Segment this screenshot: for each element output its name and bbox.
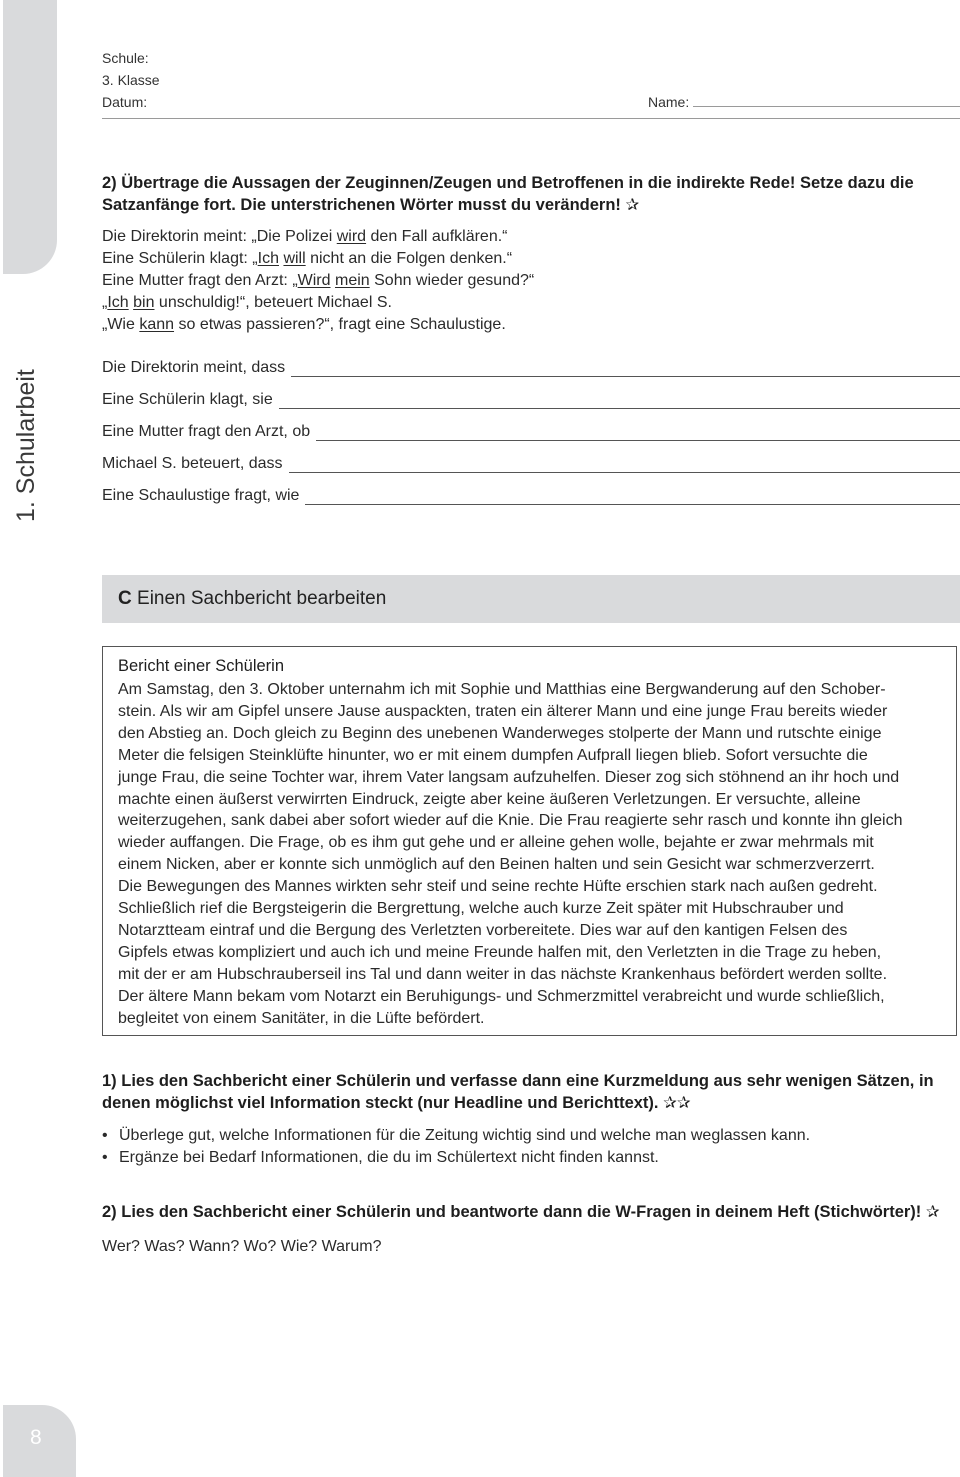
answer-prompt: Die Direktorin meint, dass xyxy=(102,359,286,376)
answer-row xyxy=(102,421,960,441)
answer-prompt: Michael S. beteuert, dass xyxy=(102,455,283,472)
task-c1-heading xyxy=(102,1070,960,1114)
name-label: Name: xyxy=(648,94,690,110)
section-c-letter: C xyxy=(118,588,132,609)
task-b2-heading-line1: 2) Übertrage die Aussagen der Zeuginnen/Zeugen und Betroffenen in die indirekte Rede! Setze dazu die xyxy=(102,174,914,192)
quote-item: Eine Mutter fragt den Arzt: „Wird mein Sohn wieder gesund?“ xyxy=(102,272,535,289)
report-line: Gipfels etwas kompliziert und auch ich und meine Freunde halfen mit, den Verletzten in die Trage zu heben, xyxy=(118,943,882,961)
task-c1-heading-line2-wrap xyxy=(102,1092,960,1114)
answer-line[interactable] xyxy=(305,490,960,505)
quote-item: Eine Schülerin klagt: „Ich will nicht an die Folgen denken.“ xyxy=(102,250,513,267)
report-line: Meter die felsigen Steinklüfte hinunter, wo er mit einem dumpfen Aufprall liegen blieb. Sofort versuchte die xyxy=(118,746,868,764)
header-divider xyxy=(102,118,960,119)
report-line: mit der er am Hubschrauberseil ins Tal und dann weiter in das nächste Krankenhaus befördert werden sollte. xyxy=(118,965,888,983)
report-line: den Abstieg an. Doch gleich zu Beginn des unebenen Wanderweges stolperte der Mann und rutschte einige xyxy=(118,724,882,742)
page-number: 8 xyxy=(30,1426,42,1449)
section-c-title xyxy=(118,588,386,610)
report-line: Der ältere Mann bekam vom Notarzt ein Beruhigungs- und Schmerzmittel verabreicht und wurde schließlich, xyxy=(118,987,885,1005)
difficulty-stars-icon: ✰✰ xyxy=(663,1094,691,1112)
answer-line[interactable] xyxy=(316,426,960,441)
quote-item: „Wie kann so etwas passieren?“, fragt eine Schaulustige. xyxy=(102,316,506,333)
answer-prompt: Eine Schülerin klagt, sie xyxy=(102,391,273,408)
difficulty-star-icon: ✰ xyxy=(625,196,640,214)
answer-line[interactable] xyxy=(289,458,960,473)
report-line: stein. Als wir am Gipfel unsere Jause auspackten, traten ein älterer Mann und eine junge Frau bereits wieder xyxy=(118,702,888,720)
report-line: begleitet von einem Sanitäter, in die Lüfte befördert. xyxy=(118,1009,485,1027)
report-line: Schließlich rief die Bergsteigerin die Bergrettung, welche auch kurze Zeit später mit Hubschrauber und xyxy=(118,900,844,918)
report-line: machte einen äußerst verwirrten Eindruck, zeigte aber keine äußeren Verletzungen. Er versuchte, alleine xyxy=(118,790,861,808)
school-label: Schule: xyxy=(102,50,149,66)
task-b2-heading-line2-wrap xyxy=(102,194,960,216)
task-c1-heading-line1: 1) Lies den Sachbericht einer Schülerin und verfasse dann eine Kurzmeldung aus sehr wenigen Sätzen, in xyxy=(102,1072,934,1090)
class-label: 3. Klasse xyxy=(102,72,160,88)
side-tab-decoration xyxy=(3,0,57,274)
w-questions: Wer? Was? Wann? Wo? Wie? Warum? xyxy=(102,1238,382,1255)
date-label: Datum: xyxy=(102,94,148,110)
difficulty-star-icon: ✰ xyxy=(925,1203,940,1221)
section-c-title-text: Einen Sachbericht bearbeiten xyxy=(137,588,387,609)
quote-item: Die Direktorin meint: „Die Polizei wird den Fall aufklären.“ xyxy=(102,228,508,245)
answer-line[interactable] xyxy=(279,394,960,409)
bullet-item: • Überlege gut, welche Informationen für die Zeitung wichtig sind und welche man weglassen kann. xyxy=(102,1125,810,1147)
task-c1-bullets xyxy=(102,1125,810,1169)
answer-prompt: Eine Schaulustige fragt, wie xyxy=(102,487,300,504)
report-title: Bericht einer Schülerin xyxy=(118,657,284,675)
quote-list xyxy=(102,226,960,336)
report-line: Die Bewegungen des Mannes wirkten sehr steif und seine rechte Hüfte erschien stark nach außen gedreht. xyxy=(118,878,878,896)
answer-row xyxy=(102,453,960,473)
answer-row xyxy=(102,389,960,409)
quote-item: „Ich bin unschuldig!“, beteuert Michael S. xyxy=(102,294,392,311)
report-line: junge Frau, die seine Tochter war, ihrem Vater langsam aufzuhelfen. Dieser zog sich stöhnend an ihr hoch und xyxy=(118,768,900,786)
bullet-icon: • xyxy=(102,1127,108,1144)
answer-row xyxy=(102,485,960,505)
answer-prompt: Eine Mutter fragt den Arzt, ob xyxy=(102,423,311,440)
report-line: wieder auffangen. Die Frage, ob es ihm gut gehe und er alleine gehen wolle, bejahte er zwar mehrmals mit xyxy=(118,834,874,852)
report-line: weiterzugehen, sank dabei aber sofort wieder auf die Knie. Die Frau reagierte sehr rasch und konnte ihn gleich xyxy=(118,812,903,830)
task-c2-heading xyxy=(102,1201,960,1223)
bullet-icon: • xyxy=(102,1149,108,1166)
name-field-line[interactable] xyxy=(693,106,960,107)
task-c2-heading-text: 2) Lies den Sachbericht einer Schülerin und beantworte dann die W-Fragen in deinem Heft (Stichwörter)! xyxy=(102,1203,922,1221)
task-b2-heading xyxy=(102,172,960,216)
answer-row xyxy=(102,357,960,377)
section-side-label: 1. Schularbeit xyxy=(12,369,40,522)
report-line: einem Nicken, aber er konnte sich unmöglich auf den Beinen halten und sein Gesicht war schmerzverzerrt. xyxy=(118,856,875,874)
report-line: Am Samstag, den 3. Oktober unternahm ich mit Sophie und Matthias eine Bergwanderung auf den Schober- xyxy=(118,681,886,698)
task-c1-heading-line2: denen möglichst viel Information steckt (nur Headline und Berichttext). xyxy=(102,1094,659,1112)
answer-line[interactable] xyxy=(291,362,960,377)
bullet-item: • Ergänze bei Bedarf Informationen, die du im Schülertext nicht finden kannst. xyxy=(102,1147,810,1169)
report-line: Notarztteam eintraf und die Bergung des Verletzten vorbereitete. Dies war auf den kantigen Felsen des xyxy=(118,921,848,939)
report-text xyxy=(118,679,956,1030)
task-b2-heading-line2: Satzanfänge fort. Die unterstrichenen Wörter musst du verändern! xyxy=(102,196,621,214)
